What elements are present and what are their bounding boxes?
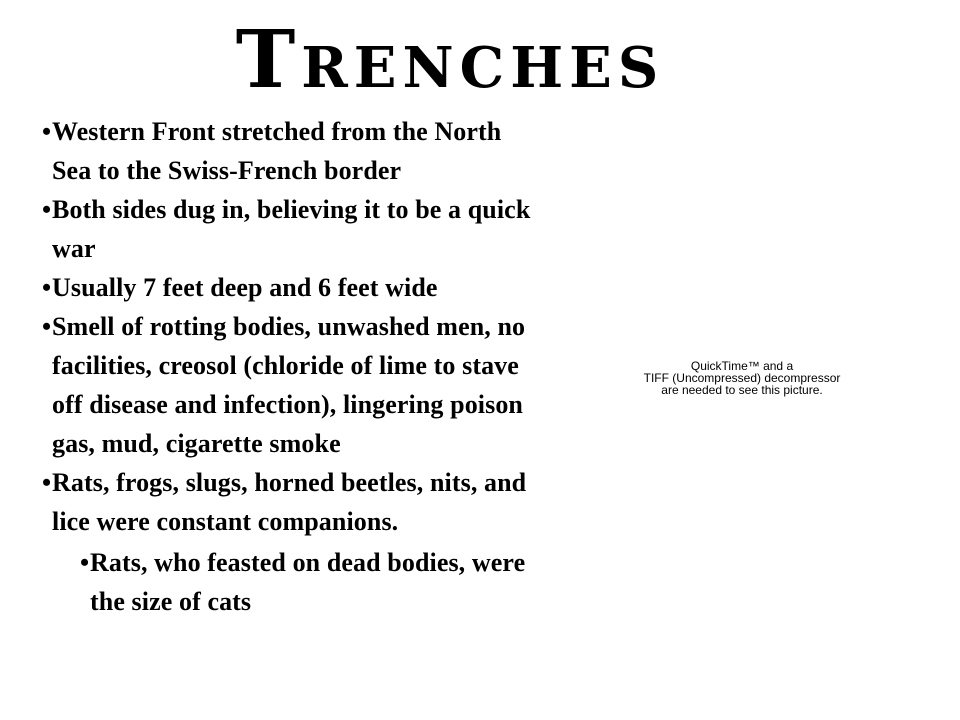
placeholder-line: are needed to see this picture. [661, 383, 823, 397]
placeholder-line: QuickTime™ and a [690, 359, 794, 373]
image-placeholder [626, 360, 858, 396]
bullet-item: • Rats, frogs, slugs, horned beetles, nits, and lice were constant companions. [42, 463, 542, 541]
sub-bullet-item: • Rats, who feasted on dead bodies, were the size of cats [80, 543, 542, 621]
slide-title: Trenches [235, 12, 665, 106]
bullet-item: • Smell of rotting bodies, unwashed men, no facilities, creosol (chloride of lime to stave off disease and infection), lingering poison gas, mud, cigarette smoke [42, 307, 542, 463]
bullet-item: • Usually 7 feet deep and 6 feet wide [42, 268, 542, 307]
placeholder-line: TIFF (Uncompressed) decompressor [643, 371, 841, 385]
bullet-item: • Both sides dug in, believing it to be a quick war [42, 190, 542, 268]
bullet-list [42, 112, 542, 621]
bullet-item: • Western Front stretched from the North Sea to the Swiss-French border [42, 112, 542, 190]
